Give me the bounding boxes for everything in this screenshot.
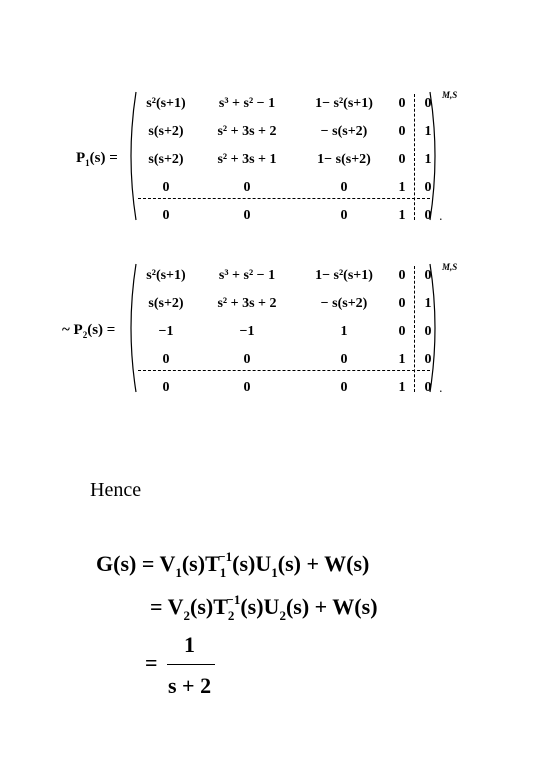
matrix-1-superscript: M,S xyxy=(442,90,458,100)
matrix1-cell-r1-c2: − s(s+2) xyxy=(320,124,368,139)
eq1-part-c: (s)U xyxy=(232,551,272,576)
eq1-sub-t: 1 xyxy=(219,565,227,580)
eq2-part-d: (s) + W(s) xyxy=(285,594,378,619)
matrix2-cell-r4-c1: 0 xyxy=(243,380,251,395)
matrix-1-label-rest: (s) = xyxy=(89,150,118,166)
fraction-bar xyxy=(167,664,215,665)
matrix-1-left-bracket xyxy=(124,90,138,222)
matrix2-cell-r2-c2: 1 xyxy=(340,324,348,339)
matrix1-cell-r2-c1: s² + 3s + 1 xyxy=(217,152,277,167)
matrix1-cell-r2-c3: 0 xyxy=(398,152,406,167)
matrix2-cell-r0-c3: 0 xyxy=(398,268,406,283)
matrix1-cell-r4-c3: 1 xyxy=(398,208,406,223)
matrix-2-label-prefix: ~ P xyxy=(62,322,83,338)
matrix-1-label-main: P xyxy=(76,150,86,166)
eq2-part-b: (s)T xyxy=(190,594,228,619)
matrix1-cell-r0-c0: s²(s+1) xyxy=(146,96,186,111)
matrix1-cell-r1-c3: 0 xyxy=(398,124,406,139)
matrix2-cell-r4-c3: 1 xyxy=(398,380,406,395)
eq2-sub-v: 2 xyxy=(183,608,191,623)
matrix2-cell-r3-c0: 0 xyxy=(162,352,170,367)
matrix2-cell-r1-c1: s² + 3s + 2 xyxy=(217,296,277,311)
matrix2-cell-r3-c2: 0 xyxy=(340,352,348,367)
matrix-2-period: . xyxy=(440,384,443,394)
matrix-1-horizontal-divider xyxy=(138,198,430,199)
matrix1-cell-r2-c2: 1− s(s+2) xyxy=(317,152,371,167)
matrix1-cell-r3-c0: 0 xyxy=(162,180,170,195)
eq2-part-a: = V xyxy=(150,594,184,619)
matrix1-cell-r4-c4: 0 xyxy=(424,208,432,223)
matrix-1-period: . xyxy=(440,212,443,222)
matrix1-cell-r3-c3: 1 xyxy=(398,180,406,195)
matrix1-cell-r0-c2: 1− s²(s+1) xyxy=(315,96,373,111)
matrix2-cell-r4-c4: 0 xyxy=(424,380,432,395)
matrix1-cell-r4-c0: 0 xyxy=(162,208,170,223)
matrix1-cell-r1-c0: s(s+2) xyxy=(148,124,184,139)
matrix2-cell-r1-c0: s(s+2) xyxy=(148,296,184,311)
matrix-2-label xyxy=(62,322,115,339)
matrix-2-superscript: M,S xyxy=(442,262,458,272)
eq2-part-c: (s)U xyxy=(240,594,280,619)
eq1-sub-u: 1 xyxy=(271,565,278,580)
matrix2-cell-r0-c1: s³ + s² − 1 xyxy=(218,268,276,283)
matrix-1-label-sub: 1 xyxy=(85,158,90,168)
eq1-part-b: (s)T xyxy=(181,551,220,576)
matrix1-cell-r1-c4: 1 xyxy=(424,124,432,139)
eq1-sub-v: 1 xyxy=(175,565,182,580)
matrix1-cell-r2-c0: s(s+2) xyxy=(148,152,184,167)
matrix2-cell-r2-c1: −1 xyxy=(239,324,255,339)
matrix1-cell-r1-c1: s² + 3s + 2 xyxy=(217,124,277,139)
matrix2-cell-r2-c0: −1 xyxy=(158,324,174,339)
eq1-part-d: (s) + W(s) xyxy=(277,551,370,576)
equation-line-2 xyxy=(150,592,378,623)
matrix-2-left-bracket xyxy=(124,262,138,394)
eq2-sub-u: 2 xyxy=(279,608,286,623)
matrix-2-label-sub: 2 xyxy=(82,330,88,340)
matrix2-cell-r4-c2: 0 xyxy=(340,380,348,395)
fraction-denominator: s + 2 xyxy=(168,673,212,698)
matrix-2-label-rest: (s) = xyxy=(87,322,116,338)
matrix1-cell-r4-c1: 0 xyxy=(243,208,251,223)
matrix1-cell-r0-c3: 0 xyxy=(398,96,406,111)
matrix2-cell-r1-c3: 0 xyxy=(398,296,406,311)
matrix2-cell-r3-c3: 1 xyxy=(398,352,406,367)
matrix-1-label xyxy=(76,150,118,167)
matrix-1-vertical-divider xyxy=(414,94,415,220)
eq1-sup-t: −1 xyxy=(218,549,233,564)
matrix1-cell-r0-c1: s³ + s² − 1 xyxy=(218,96,276,111)
eq1-part-a: G(s) = V xyxy=(96,551,176,576)
fraction-numerator: 1 xyxy=(184,632,195,657)
equation-line-3-equals: = xyxy=(145,650,158,675)
matrix-2-horizontal-divider xyxy=(138,370,430,371)
matrix2-cell-r0-c4: 0 xyxy=(424,268,432,283)
matrix2-cell-r2-c3: 0 xyxy=(398,324,406,339)
matrix1-cell-r2-c4: 1 xyxy=(424,152,432,167)
matrix1-cell-r4-c2: 0 xyxy=(340,208,348,223)
matrix2-cell-r0-c0: s²(s+1) xyxy=(146,268,186,283)
matrix-2-vertical-divider xyxy=(414,266,415,392)
matrix2-cell-r2-c4: 0 xyxy=(424,324,432,339)
matrix1-cell-r3-c1: 0 xyxy=(243,180,251,195)
matrix1-cell-r3-c4: 0 xyxy=(424,180,432,195)
matrix2-cell-r0-c2: 1− s²(s+1) xyxy=(315,268,373,283)
hence-text: Hence xyxy=(90,479,142,501)
matrix2-cell-r1-c2: − s(s+2) xyxy=(320,296,368,311)
matrix2-cell-r3-c1: 0 xyxy=(243,352,251,367)
equation-line-1 xyxy=(96,549,370,580)
matrix2-cell-r4-c0: 0 xyxy=(162,380,170,395)
matrix1-cell-r3-c2: 0 xyxy=(340,180,348,195)
eq2-sup-t: −1 xyxy=(226,592,241,607)
matrix2-cell-r3-c4: 0 xyxy=(424,352,432,367)
matrix1-cell-r0-c4: 0 xyxy=(424,96,432,111)
eq2-sub-t: 2 xyxy=(227,608,235,623)
matrix2-cell-r1-c4: 1 xyxy=(424,296,432,311)
